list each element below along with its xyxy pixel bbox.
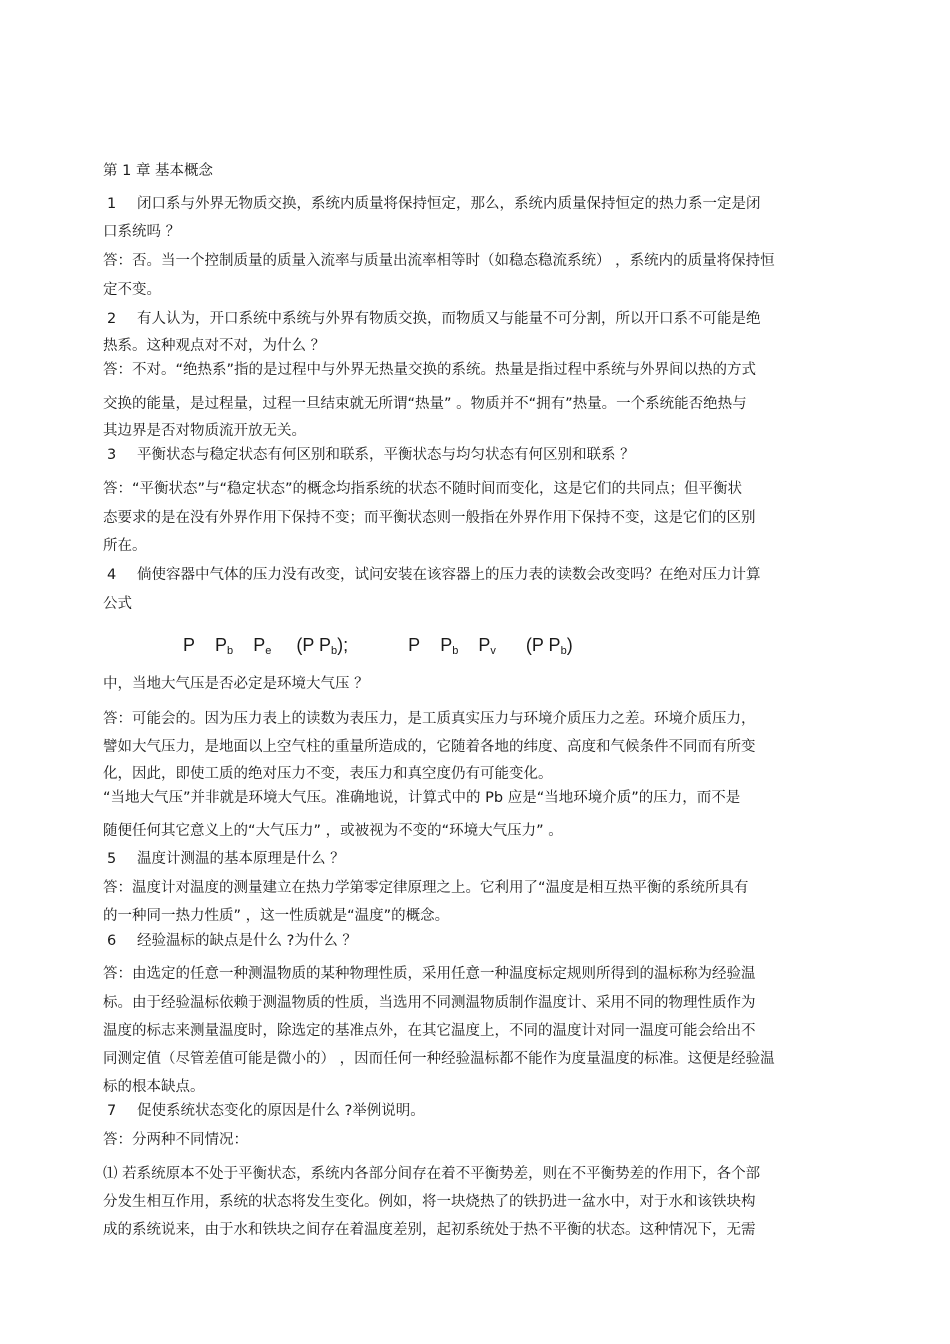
- question-3: [107, 445, 635, 465]
- chapter-title: 第 1 章 基本概念: [103, 163, 214, 179]
- answer-5-line-1: 答：温度计对温度的测量建立在热力学第零定律原理之上。它利用了“温度是相互热平衡的系统所具有: [103, 880, 749, 896]
- question-text: 有人认为，开口系统中系统与外界有物质交换，而物质又与能量不可分割，所以开口系不可能是绝: [137, 311, 761, 327]
- question-text: 闭口系与外界无物质交换，系统内质量将保持恒定，那么，系统内质量保持恒定的热力系一定是闭: [137, 196, 761, 212]
- question-text: 温度计测温的基本原理是什么 ？: [137, 851, 345, 867]
- question-text: 平衡状态与稳定状态有何区别和联系，平衡状态与均匀状态有何区别和联系 ？: [137, 447, 635, 463]
- question-number: 6: [107, 933, 117, 949]
- answer-2-line-2: 交换的能量，是过程量，过程一旦结束就无所谓“热量” 。物质并不“拥有”热量。一个系统能否绝热与: [103, 396, 747, 412]
- answer-2-line-1: 答：不对。“绝热系”指的是过程中与外界无热量交换的系统。热量是指过程中系统与外界间以热的方式: [103, 362, 757, 378]
- answer-7-line-2: ⑴ 若系统原本不处于平衡状态，系统内各部分间存在着不平衡势差，则在不平衡势差的作用下，各个部: [103, 1166, 761, 1182]
- question-2-line-1: [107, 309, 761, 329]
- answer-3-line-3: 所在。: [103, 538, 147, 554]
- question-text: 倘使容器中气体的压力没有改变，试问安装在该容器上的压力表的读数会改变吗？在绝对压力计算: [137, 567, 761, 583]
- question-4-line-3: 中，当地大气压是否必定是环境大气压 ？: [103, 676, 369, 692]
- question-7: [107, 1101, 425, 1121]
- answer-4-line-4: “当地大气压”并非就是环境大气压。准确地说，计算式中的 Pb 应是“当地环境介质”的压力，而不是: [103, 790, 741, 806]
- answer-6-line-1: 答：由选定的任意一种测温物质的某种物理性质，采用任意一种温度标定规则所得到的温标称为经验温: [103, 966, 756, 982]
- question-1-line-1: [107, 194, 761, 214]
- answer-7-line-3: 分发生相互作用，系统的状态将发生变化。例如，将一块烧热了的铁扔进一盆水中，对于水和该铁块构: [103, 1194, 756, 1210]
- question-number: 7: [107, 1103, 117, 1119]
- question-number: 4: [107, 567, 117, 583]
- question-number: 3: [107, 447, 117, 463]
- question-6: [107, 931, 357, 951]
- answer-6-line-3: 温度的标志来测量温度时，除选定的基准点外，在其它温度上，不同的温度计对同一温度可能会给出不: [103, 1023, 756, 1039]
- question-text: 经验温标的缺点是什么 ?为什么 ？: [137, 933, 357, 949]
- question-5: [107, 849, 345, 869]
- answer-7-line-4: 成的系统说来，由于水和铁块之间存在着温度差别，起初系统处于热不平衡的状态。这种情况下，无需: [103, 1222, 756, 1238]
- answer-4-line-3: 化，因此，即使工质的绝对压力不变，表压力和真空度仍有可能变化。: [103, 766, 553, 782]
- answer-4-line-1: 答：可能会的。因为压力表上的读数为表压力，是工质真实压力与环境介质压力之差。环境介质压力，: [103, 711, 756, 727]
- question-4-line-2: 公式: [103, 596, 132, 612]
- answer-1-line-2: 定不变。: [103, 282, 161, 298]
- pressure-formula: P $P_b$ $P_e$ (P $P_b$); P $P_b$ $P_v$ (P $P_b$): [183, 635, 573, 657]
- question-number: 5: [107, 851, 117, 867]
- answer-4-line-5: 随便任何其它意义上的“大气压力” ，或被视为不变的“环境大气压力” 。: [103, 823, 563, 839]
- question-number: 1: [107, 196, 117, 212]
- question-2-line-2: 热系。这种观点对不对，为什么 ？: [103, 338, 326, 354]
- answer-7-line-1: 答：分两种不同情况：: [103, 1132, 248, 1148]
- answer-3-line-1: 答：“平衡状态”与“稳定状态”的概念均指系统的状态不随时间而变化，这是它们的共同点；但平衡状: [103, 481, 743, 497]
- answer-4-line-2: 譬如大气压力，是地面以上空气柱的重量所造成的，它随着各地的纬度、高度和气候条件不同而有所变: [103, 739, 756, 755]
- question-4-line-1: [107, 565, 761, 585]
- question-text: 促使系统状态变化的原因是什么 ?举例说明。: [137, 1103, 425, 1119]
- answer-3-line-2: 态要求的是在没有外界作用下保持不变；而平衡状态则一般指在外界作用下保持不变，这是它们的区别: [103, 510, 756, 526]
- answer-5-line-2: 的一种同一热力性质” ，这一性质就是“温度”的概念。: [103, 908, 450, 924]
- question-number: 2: [107, 311, 117, 327]
- answer-2-line-3: 其边界是否对物质流开放无关。: [103, 423, 306, 439]
- answer-6-line-4: 同测定值（尽管差值可能是微小的） ，因而任何一种经验温标都不能作为度量温度的标准。这便是经验温: [103, 1051, 775, 1067]
- answer-6-line-2: 标。由于经验温标依赖于测温物质的性质，当选用不同测温物质制作温度计、采用不同的物理性质作为: [103, 995, 756, 1011]
- answer-1-line-1: 答：否。当一个控制质量的质量入流率与质量出流率相等时（如稳态稳流系统） ，系统内的质量将保持恒: [103, 253, 775, 269]
- answer-6-line-5: 标的根本缺点。: [103, 1079, 205, 1095]
- question-1-line-2: 口系统吗 ？: [103, 224, 181, 240]
